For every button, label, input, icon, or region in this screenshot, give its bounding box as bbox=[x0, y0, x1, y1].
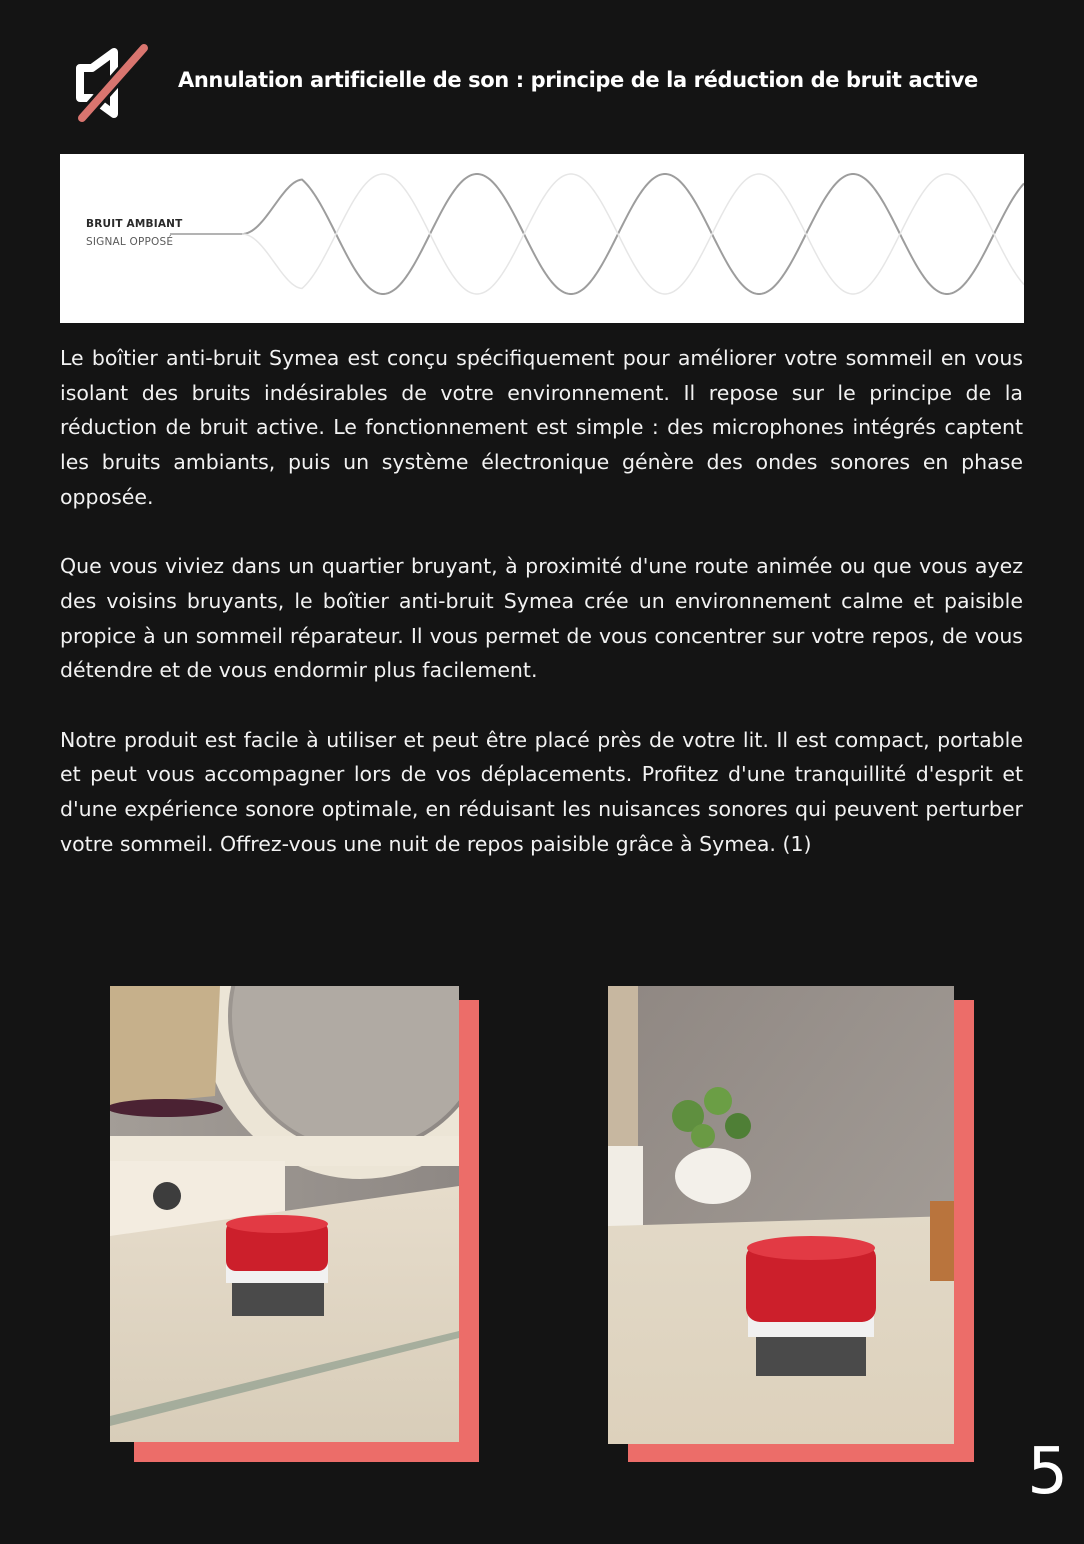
product-photo-right bbox=[608, 986, 954, 1444]
page-title: Annulation artificielle de son : principe de la réduction de bruit active bbox=[178, 68, 978, 92]
sound-muted-icon bbox=[64, 38, 156, 130]
paragraph-1: Le boîtier anti-bruit Symea est conçu spécifiquement pour améliorer votre sommeil en vous isolant des bruits indésirables de votre environnement. Il repose sur le principe de la réduction de bruit active. Le fonctionnement est simple : des microphones intégrés captent les bruits ambiants, puis un système électronique génère des ondes sonores en phase opposée. bbox=[60, 346, 1023, 509]
paragraph-3: Notre produit est facile à utiliser et peut être placé près de votre lit. Il est compact, portable et peut vous accompagner lors de vos déplacements. Profitez d'une tranquillité d'esprit et d'une expérience sonore optimale, en réduisant les nuisances sonores qui peuvent perturber votre sommeil. Offrez-vous une nuit de repos paisible grâce à Symea. (1) bbox=[60, 727, 1023, 856]
paragraph-2: Que vous viviez dans un quartier bruyant, à proximité d'une route animée ou que vous ayez des voisins bruyants, le boîtier anti-bruit Symea crée un environnement calme et paisible propice à un sommeil réparateur. Il vous permet de vous concentrer sur votre repos, de vous détendre et de vous endormir plus facilement. bbox=[60, 554, 1023, 683]
ambient-noise-label: BRUIT AMBIANT bbox=[86, 218, 183, 230]
body-text bbox=[60, 341, 1023, 896]
wave-diagram bbox=[60, 154, 1024, 323]
wave-graphic bbox=[60, 154, 1024, 323]
opposite-signal-label: SIGNAL OPPOSÉ bbox=[86, 236, 174, 248]
page-number: 5 bbox=[1027, 1435, 1068, 1509]
product-photo-left bbox=[110, 986, 459, 1442]
